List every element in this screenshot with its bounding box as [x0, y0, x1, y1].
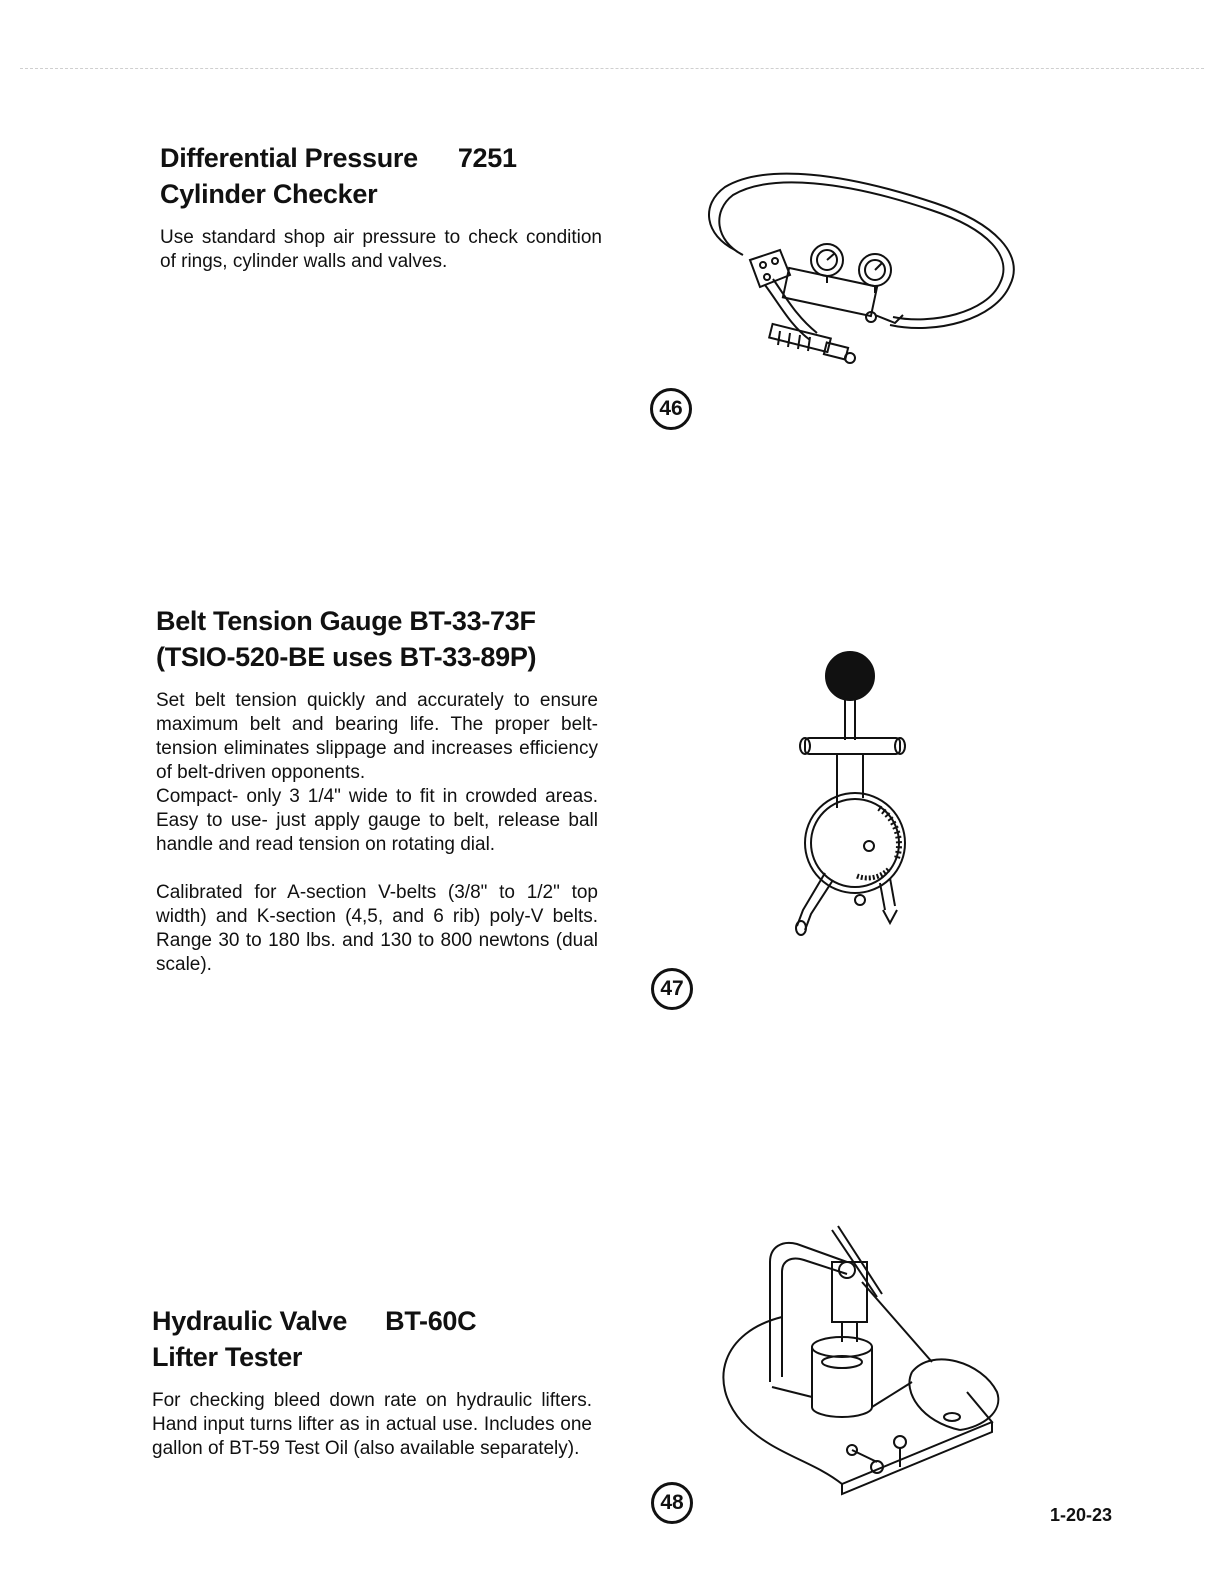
- item-description: [152, 1389, 592, 1461]
- item-title-line2: Lifter Tester: [152, 1342, 303, 1372]
- cylinder-checker-illustration: [695, 165, 1025, 375]
- description-paragraph: Compact- only 3 1/4" wide to fit in crowded areas. Easy to use- just apply gauge to belt, release ball handle and read tension on rotating dial.: [156, 786, 598, 855]
- item-code: BT-33-73F: [409, 606, 536, 636]
- item-description: [160, 226, 602, 274]
- item-title: [156, 603, 598, 675]
- description-paragraph: Use standard shop air pressure to check condition of rings, cylinder walls and valves.: [160, 227, 602, 272]
- item-hydraulic-valve-lifter-tester: [152, 1303, 592, 1461]
- item-cylinder-checker: [160, 140, 602, 274]
- item-number-badge: 48: [651, 1482, 693, 1524]
- item-code: 7251: [457, 143, 517, 173]
- item-number-badge: 47: [651, 968, 693, 1010]
- hydraulic-lifter-tester-illustration: [712, 1222, 1002, 1512]
- item-title-line2: (TSIO-520-BE uses BT-33-89P): [156, 642, 537, 672]
- item-number-badge: 46: [650, 388, 692, 430]
- item-title: [152, 1303, 592, 1375]
- scan-artifact-line: [20, 68, 1204, 70]
- page-number: 1-20-23: [1049, 1505, 1112, 1525]
- item-title-line2: Cylinder Checker: [160, 179, 378, 209]
- item-title-line1: Belt Tension Gauge: [156, 606, 403, 636]
- description-paragraph: Set belt tension quickly and accurately to ensure maximum belt and bearing life. The proper belt-tension eliminates slippage and increases efficiency of belt-driven opponents.: [156, 690, 598, 783]
- item-title-line1: Differential Pressure: [160, 143, 418, 173]
- item-title-line1: Hydraulic Valve: [152, 1306, 348, 1336]
- description-paragraph: For checking bleed down rate on hydraulic lifters. Hand input turns lifter as in actual use. Includes one gallon of BT-59 Test Oil (also available separately).: [152, 1390, 592, 1459]
- item-code: BT-60C: [385, 1306, 477, 1336]
- item-belt-tension-gauge: [156, 603, 598, 977]
- item-description: [156, 689, 598, 977]
- description-paragraph: Calibrated for A-section V-belts (3/8" to 1/2" top width) and K-section (4,5, and 6 rib) poly-V belts. Range 30 to 180 lbs. and 130 to 800 newtons (dual scale).: [156, 882, 598, 975]
- item-title: [160, 140, 602, 212]
- belt-tension-gauge-illustration: [785, 648, 915, 938]
